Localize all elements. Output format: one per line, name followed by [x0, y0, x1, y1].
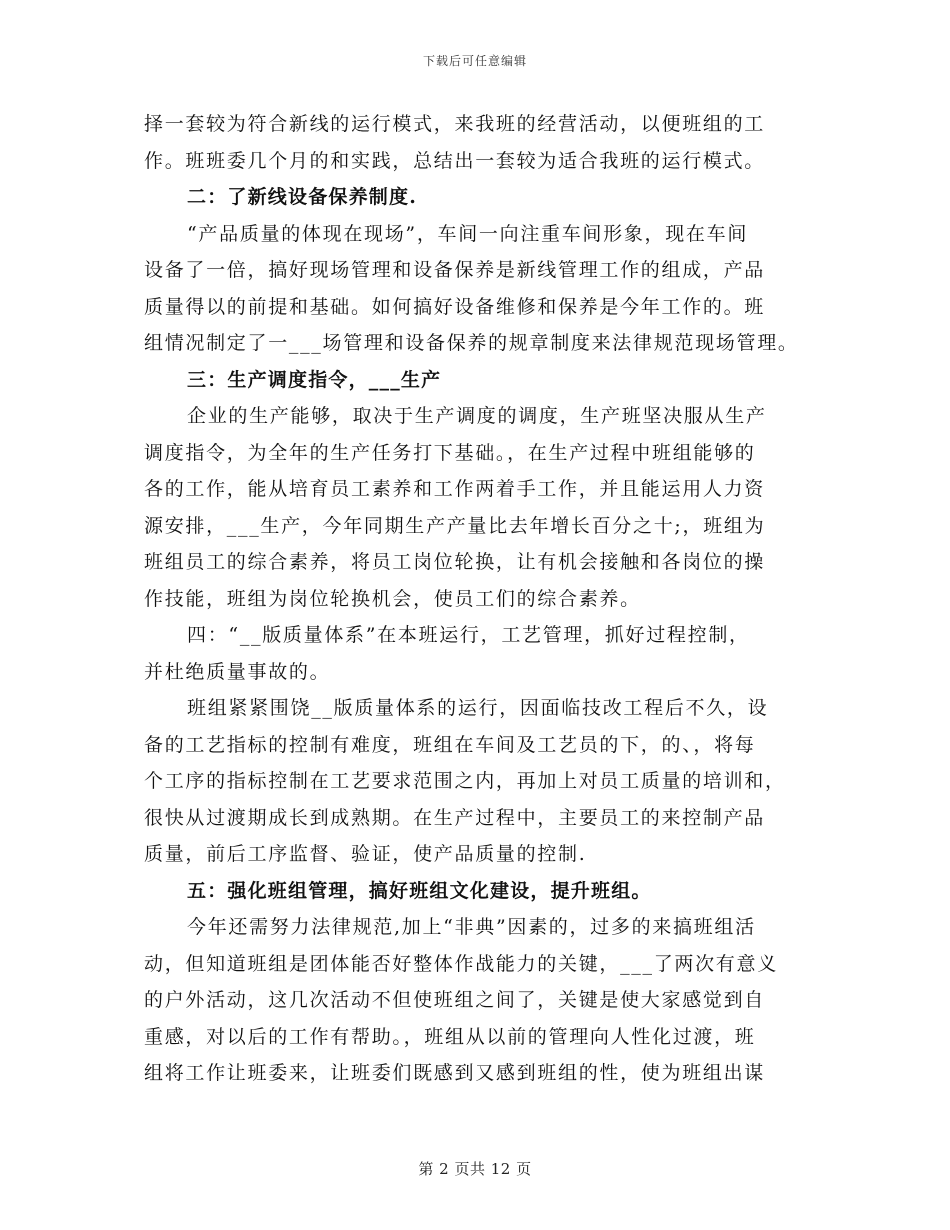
body-line: 源安排，___生产，今年同期生产产量比去年增长百分之十;，班组为	[144, 514, 766, 537]
paragraph-first-line: “产品质量的体现在现场”，车间一向注重车间形象，现在车间	[187, 222, 749, 245]
body-line: 择一套较为符合新线的运行模式，来我班的经营活动，以便班组的工	[144, 113, 766, 135]
body-line: 组将工作让班委来，让班委们既感到又感到班组的性，使为班组出谋	[144, 1062, 766, 1084]
body-line: 调度指令，为全年的生产任务打下基础。，在生产过程中班组能够的	[144, 441, 756, 464]
body-line: 的户外活动，这几次活动不但使班组之间了，关键是使大家感觉到自	[144, 989, 766, 1011]
body-line: 作技能，班组为岗位轮换机会，使员工们的综合素养。	[144, 587, 641, 610]
section-heading: 三：生产调度指令，___生产	[187, 368, 442, 391]
paragraph-first-line: 今年还需努力法律规范,加上“非典”因素的，过多的来搞班组活	[187, 916, 756, 938]
paragraph-first-line: 班组紧紧围饶__版质量体系的运行，因面临技改工程后不久，设	[187, 697, 769, 719]
page-header: 下载后可任意编辑	[422, 54, 527, 68]
body-line: 动，但知道班组是团体能否好整体作战能力的关键，___了两次有意义	[144, 952, 778, 975]
document-body	[144, 106, 810, 1092]
body-line: 重感，对以后的工作有帮助。，班组从以前的管理向人性化过渡，班	[144, 1025, 756, 1048]
section-heading: 二：了新线设备保养制度.	[187, 186, 418, 208]
body-line: 质量得以的前提和基础。如何搞好设备维修和保养是今年工作的。班	[144, 295, 766, 318]
body-line: 各的工作，能从培育员工素养和工作两着手工作，并且能运用人力资	[144, 478, 766, 500]
body-line: 质量，前后工序监督、验证，使产品质量的控制.	[144, 843, 587, 865]
body-line: 班组员工的综合素养，将员工岗位轮换，让有机会接触和各岗位的操	[144, 551, 766, 573]
body-line: 作。班班委几个月的和实践，总结出一套较为适合我班的运行模式。	[144, 149, 766, 172]
body-line: 组情况制定了一___场管理和设备保养的规章制度来法律规范现场管理。	[144, 332, 799, 354]
paragraph-first-line: 企业的生产能够，取决于生产调度的调度，生产班坚决服从生产	[187, 405, 767, 427]
body-line: 备的工艺指标的控制有难度，班组在车间及工艺员的下，的、，将每	[144, 733, 756, 756]
section-heading-plain: 四：“__版质量体系”在本班运行，工艺管理，抓好过程控制，	[187, 624, 750, 646]
section-heading: 五：强化班组管理，搞好班组文化建设，提升班组。	[187, 879, 652, 902]
page-footer: 第 2 页共 12 页	[418, 1160, 532, 1178]
body-line: 很快从过渡期成长到成熟期。在生产过程中，主要员工的来控制产品	[144, 806, 766, 829]
body-line: 个工序的指标控制在工艺要求范围之内，再加上对员工质量的培训和，	[144, 770, 786, 792]
body-line: 并杜绝质量事故的。	[144, 660, 331, 683]
body-line: 设备了一倍，搞好现场管理和设备保养是新线管理工作的组成，产品	[144, 259, 766, 281]
